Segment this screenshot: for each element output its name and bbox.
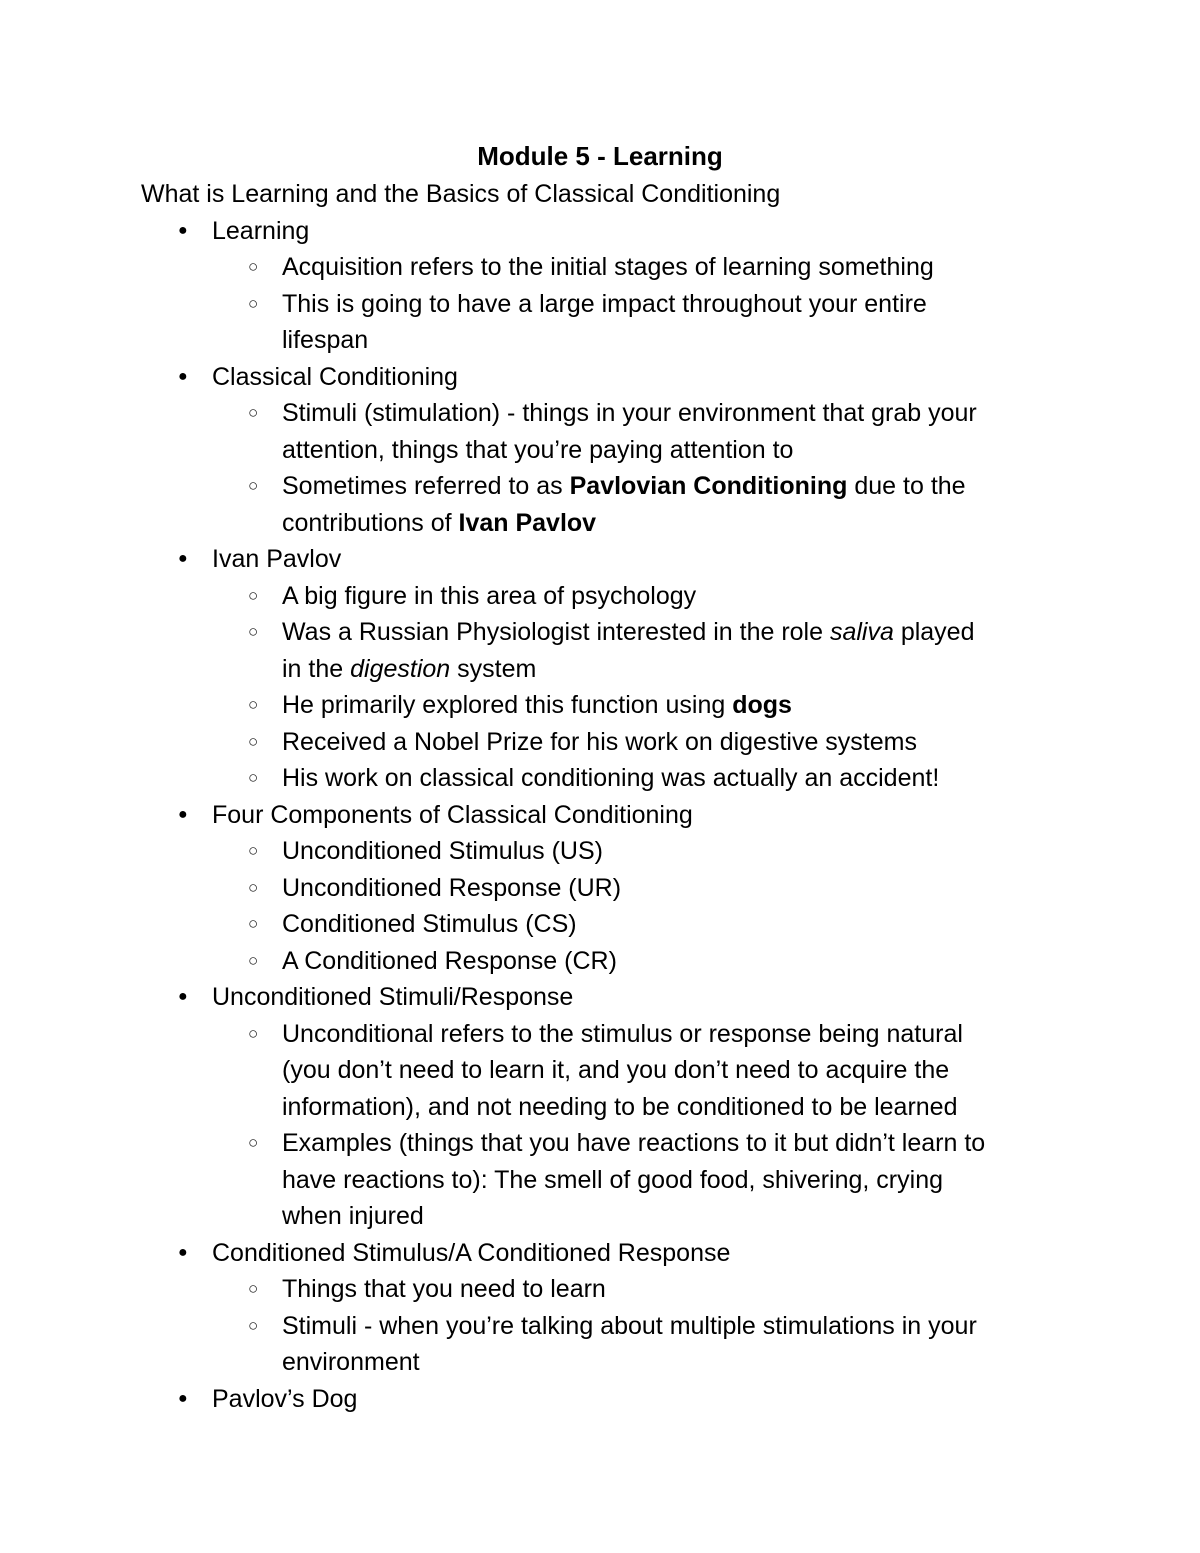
bold-term: dogs — [732, 691, 792, 719]
heading-unconditioned: Unconditioned Stimuli/Response — [212, 983, 574, 1011]
circle-bullet-icon: ○ — [248, 403, 259, 422]
bullet-icon: ● — [178, 1389, 188, 1407]
sub-item: His work on classical conditioning was actually an accident! — [282, 764, 940, 792]
italic-term: digestion — [350, 654, 451, 683]
text-run: He primarily explored this function using — [282, 691, 733, 719]
text-run: due to the — [847, 472, 966, 500]
list-item — [0, 833, 1200, 870]
sub-item: attention, things that you’re paying attention to — [282, 435, 794, 464]
list-item — [0, 870, 1200, 907]
list-item — [0, 1125, 1200, 1162]
sub-item: Unconditioned Stimulus (US) — [282, 837, 603, 865]
text-run: Was a Russian Physiologist interested in the role — [282, 618, 830, 646]
sub-item: Received a Nobel Prize for his work on digestive systems — [282, 727, 917, 756]
circle-bullet-icon: ○ — [248, 476, 259, 495]
bullet-icon: ● — [178, 221, 188, 239]
bullet-icon: ● — [178, 367, 188, 385]
section-subtitle: What is Learning and the Basics of Classical Conditioning — [141, 180, 781, 208]
sub-item: information), and not needing to be conditioned to be learned — [282, 1092, 958, 1121]
sub-item — [282, 651, 536, 688]
circle-bullet-icon: ○ — [248, 1023, 259, 1043]
circle-bullet-icon: ○ — [248, 877, 259, 897]
circle-bullet-icon: ○ — [248, 1279, 259, 1298]
circle-bullet-icon: ○ — [248, 622, 259, 641]
text-run: played — [893, 618, 975, 646]
list-item-continuation — [0, 1162, 1200, 1199]
list-item-continuation — [0, 432, 1200, 469]
circle-bullet-icon: ○ — [248, 841, 259, 860]
list-item — [0, 1308, 1200, 1345]
circle-bullet-icon: ○ — [248, 950, 259, 970]
list-item — [0, 1235, 1200, 1272]
italic-term: saliva — [829, 618, 894, 646]
sub-item — [282, 614, 975, 651]
sub-item: Acquisition refers to the initial stages of learning something — [282, 253, 934, 281]
sub-item: Stimuli (stimulation) - things in your environment that grab your — [282, 399, 977, 427]
sub-item: A Conditioned Response (CR) — [282, 946, 617, 975]
sub-item: Stimuli - when you’re talking about multiple stimulations in your — [282, 1311, 977, 1340]
heading-conditioned: Conditioned Stimulus/A Conditioned Response — [212, 1238, 731, 1267]
list-item-continuation — [0, 1344, 1200, 1381]
sub-item: Examples (things that you have reactions to it but didn’t learn to — [282, 1129, 986, 1157]
list-item — [0, 541, 1200, 578]
text-run: system — [450, 654, 537, 683]
list-item-continuation — [0, 1198, 1200, 1235]
sub-item: (you don’t need to learn it, and you don’t need to acquire the — [282, 1056, 950, 1084]
sub-item: This is going to have a large impact throughout your entire — [282, 289, 927, 318]
heading-learning: Learning — [212, 216, 310, 245]
bullet-icon: ● — [178, 550, 188, 567]
list-item — [0, 1271, 1200, 1308]
circle-bullet-icon: ○ — [248, 1133, 259, 1152]
circle-bullet-icon: ○ — [248, 695, 259, 714]
sub-item: Things that you need to learn — [282, 1275, 606, 1303]
outline-list — [0, 213, 1200, 1418]
circle-bullet-icon: ○ — [248, 585, 259, 605]
list-item — [0, 1381, 1200, 1418]
circle-bullet-icon: ○ — [248, 257, 259, 276]
circle-bullet-icon: ○ — [248, 914, 259, 933]
list-item — [0, 249, 1200, 286]
list-item — [0, 906, 1200, 943]
text-run: Sometimes referred to as — [282, 472, 570, 500]
list-item — [0, 724, 1200, 761]
list-item-continuation — [0, 505, 1200, 542]
sub-item: environment — [282, 1348, 420, 1376]
sub-item: lifespan — [282, 326, 369, 354]
bold-term: Pavlovian Conditioning — [569, 472, 848, 500]
heading-four-components: Four Components of Classical Conditioning — [212, 800, 693, 829]
bullet-icon: ● — [178, 1243, 188, 1261]
page-title: Module 5 - Learning — [477, 141, 723, 171]
sub-item: when injured — [282, 1202, 424, 1230]
circle-bullet-icon: ○ — [248, 293, 259, 313]
list-item-continuation — [0, 1089, 1200, 1126]
sub-item: Conditioned Stimulus (CS) — [282, 910, 577, 938]
list-item — [0, 614, 1200, 651]
list-item — [0, 979, 1200, 1016]
circle-bullet-icon: ○ — [248, 731, 259, 751]
list-item — [0, 687, 1200, 724]
list-item-continuation — [0, 651, 1200, 688]
list-item — [0, 760, 1200, 797]
heading-pavlovs-dog: Pavlov’s Dog — [212, 1384, 358, 1413]
bold-term: Ivan Pavlov — [458, 508, 597, 537]
list-item — [0, 797, 1200, 834]
list-item — [0, 1016, 1200, 1053]
text-run: contributions of — [282, 508, 459, 537]
list-item — [0, 395, 1200, 432]
list-item — [0, 943, 1200, 980]
heading-pavlov: Ivan Pavlov — [212, 545, 342, 573]
bullet-icon: ● — [178, 988, 188, 1005]
sub-item: Unconditioned Response (UR) — [282, 873, 622, 902]
heading-classical: Classical Conditioning — [212, 362, 458, 391]
list-item — [0, 359, 1200, 396]
list-item-continuation — [0, 1052, 1200, 1089]
circle-bullet-icon: ○ — [248, 1315, 259, 1335]
list-item — [0, 578, 1200, 615]
list-item-continuation — [0, 322, 1200, 359]
list-item — [0, 468, 1200, 505]
sub-item: A big figure in this area of psychology — [282, 581, 697, 610]
sub-item — [282, 687, 792, 724]
sub-item: Unconditional refers to the stimulus or response being natural — [282, 1019, 963, 1048]
bullet-icon: ● — [178, 805, 188, 823]
sub-item — [282, 468, 966, 505]
text-run: in the — [282, 654, 351, 683]
list-item — [0, 213, 1200, 250]
list-item — [0, 286, 1200, 323]
sub-item — [282, 505, 596, 542]
circle-bullet-icon: ○ — [248, 768, 259, 787]
sub-item: have reactions to): The smell of good food, shivering, crying — [282, 1165, 943, 1194]
